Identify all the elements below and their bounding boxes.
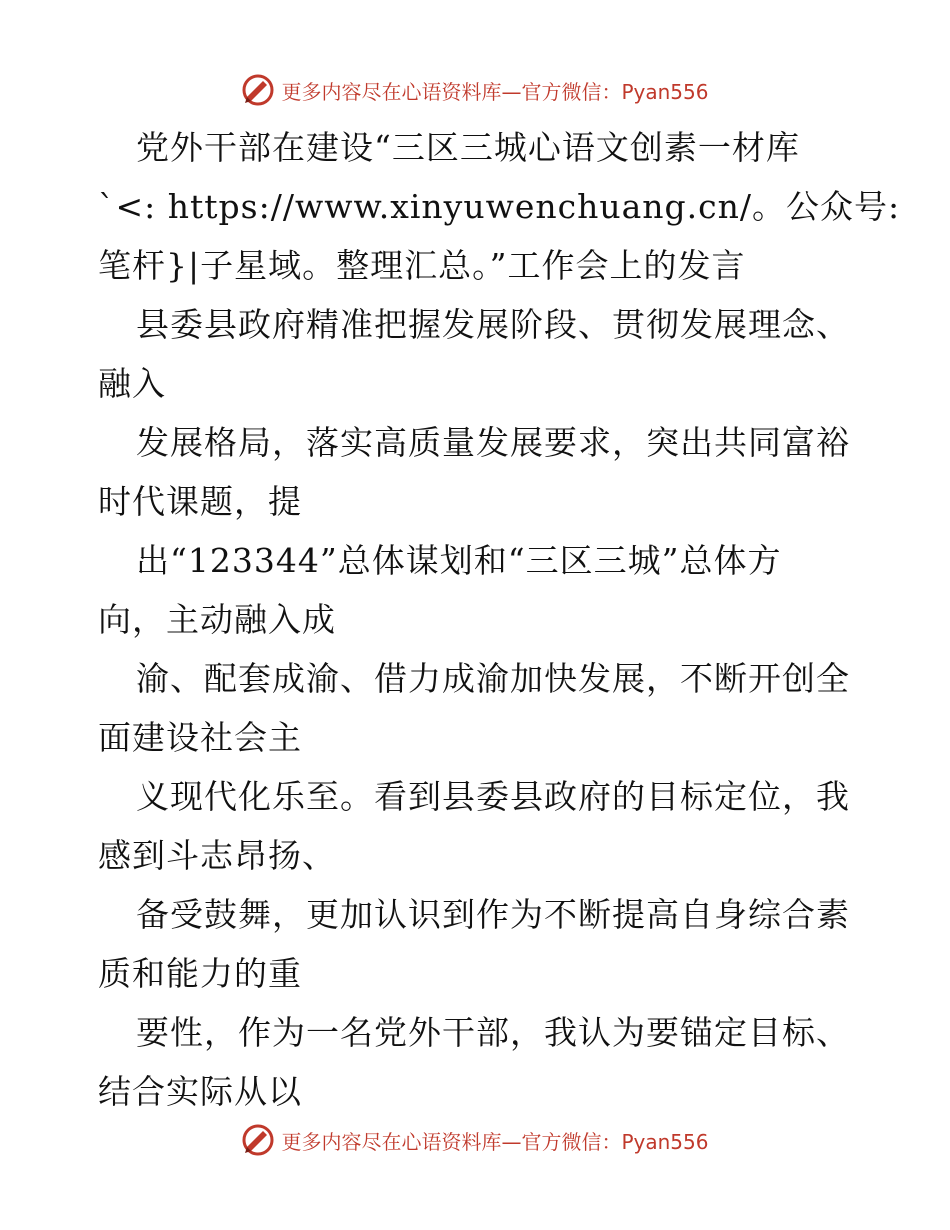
pen-logo-icon bbox=[241, 1123, 275, 1157]
body-line: 融入 bbox=[98, 364, 166, 403]
header-watermark bbox=[0, 70, 950, 110]
body-line: 发展格局，落实高质量发展要求，突出共同富裕 bbox=[136, 423, 850, 462]
body-line: 笔杆}|子星域。整理汇总。”工作会上的发言 bbox=[98, 246, 746, 285]
document-body bbox=[98, 118, 901, 1121]
body-line: 备受鼓舞，更加认识到作为不断提高自身综合素 bbox=[136, 895, 850, 934]
body-line: 感到斗志昂扬、 bbox=[98, 836, 336, 875]
pen-logo-icon bbox=[241, 73, 275, 107]
body-line: 出“123344”总体谋划和“三区三城”总体方 bbox=[136, 541, 782, 580]
body-line: 结合实际从以 bbox=[98, 1072, 302, 1111]
footer-watermark bbox=[0, 1120, 950, 1160]
body-line: 向，主动融入成 bbox=[98, 600, 336, 639]
body-line: 渝、配套成渝、借力成渝加快发展，不断开创全 bbox=[136, 659, 850, 698]
body-line: 要性，作为一名党外干部，我认为要锚定目标、 bbox=[136, 1013, 850, 1052]
body-line: 县委县政府精准把握发展阶段、贯彻发展理念、 bbox=[136, 305, 850, 344]
watermark-text: 更多内容尽在心语资料库—官方微信：Pyan556 bbox=[281, 79, 709, 104]
body-line: `<: https://www.xinyuwenchuang.cn/。公众号: bbox=[98, 187, 901, 226]
body-line: 时代课题，提 bbox=[98, 482, 302, 521]
watermark-text: 更多内容尽在心语资料库—官方微信：Pyan556 bbox=[281, 1129, 709, 1154]
body-line: 义现代化乐至。看到县委县政府的目标定位，我 bbox=[136, 777, 850, 816]
body-line: 面建设社会主 bbox=[98, 718, 302, 757]
body-line: 质和能力的重 bbox=[98, 954, 302, 993]
body-line: 党外干部在建设“三区三城心语文创素一材库 bbox=[136, 128, 800, 167]
